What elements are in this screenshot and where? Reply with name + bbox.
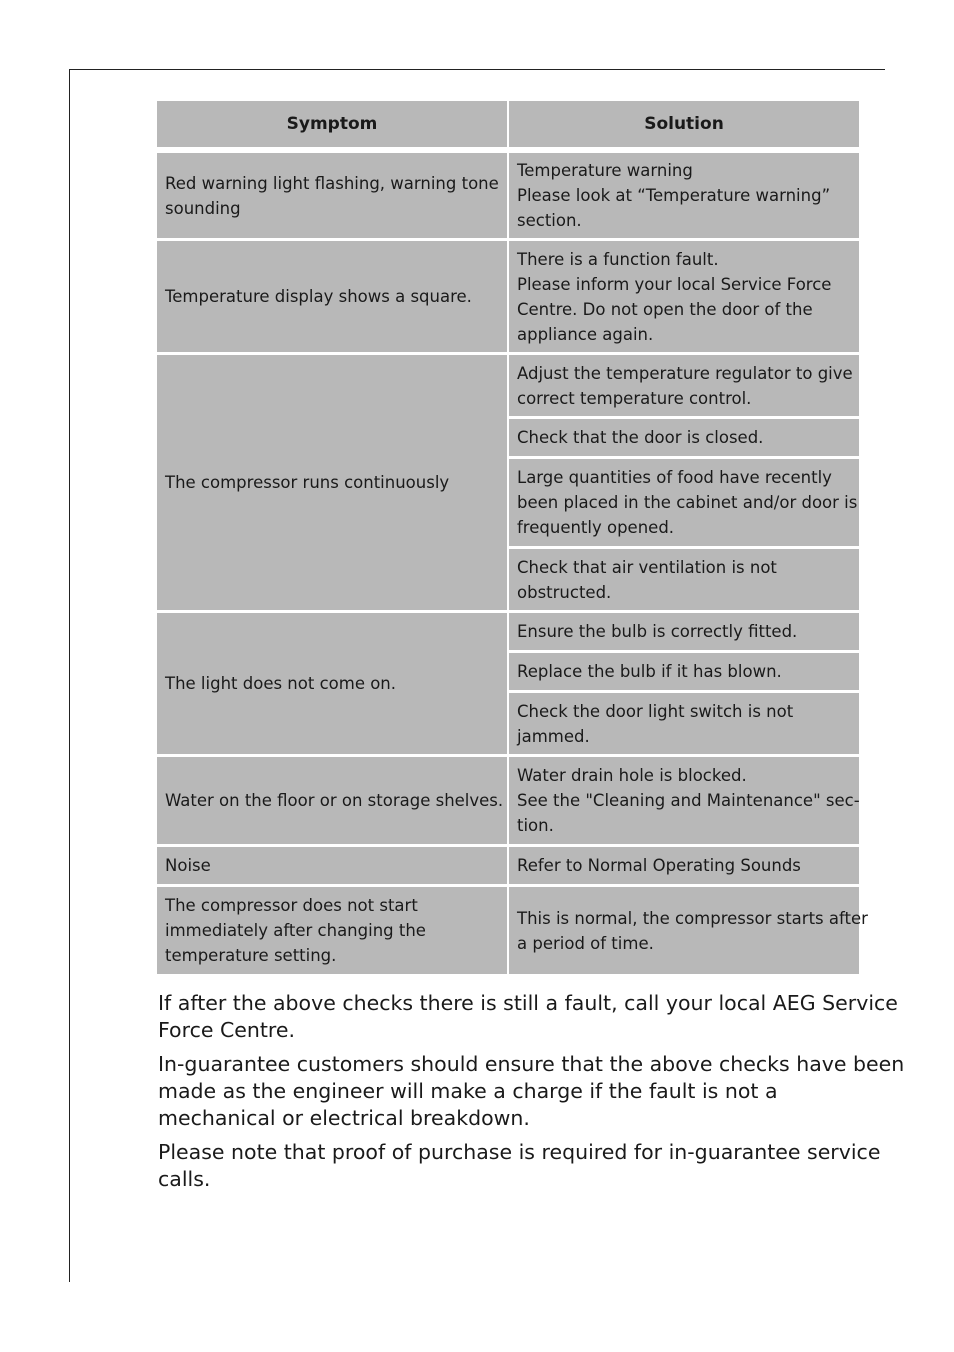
solution-line: frequently opened. <box>517 518 675 537</box>
solution-line: Refer to Normal Operating Sounds <box>517 856 801 875</box>
note-line: calls. <box>158 1167 211 1191</box>
top-rule <box>69 69 885 70</box>
solution-line: Large quantities of food have recently <box>517 468 832 487</box>
note-line: In-guarantee customers should ensure that the above checks have been <box>158 1052 905 1076</box>
solution-line: Centre. Do not open the door of the <box>517 299 813 319</box>
solution-column <box>509 613 859 754</box>
table-row <box>157 355 859 610</box>
symptom-cell <box>157 153 507 238</box>
solution-cell <box>509 653 859 690</box>
symptom-line: temperature setting. <box>165 946 337 965</box>
solution-cell <box>509 613 859 650</box>
symptom-cell <box>157 887 507 974</box>
symptom-text <box>165 171 499 221</box>
header-solution: Solution <box>509 101 859 147</box>
solution-column <box>509 355 859 610</box>
symptom-cell <box>157 241 507 352</box>
symptom-line: Temperature display shows a square. <box>165 287 472 306</box>
solution-column <box>509 847 859 884</box>
table-row <box>157 241 859 352</box>
solution-text <box>517 465 857 540</box>
header-symptom: Symptom <box>157 101 507 147</box>
note-line: If after the above checks there is still a fault, call your local AEG Service <box>158 991 898 1015</box>
solution-line: Replace the bulb if it has blown. <box>517 662 782 681</box>
solution-text <box>517 425 763 450</box>
solution-text <box>517 619 797 644</box>
solution-column <box>509 241 859 352</box>
solution-cell <box>509 419 859 456</box>
solution-line: See the "Cleaning and Maintenance" sec- <box>517 791 860 810</box>
symptom-text <box>165 853 211 878</box>
symptom-line: The compressor runs continuously <box>165 473 450 492</box>
table-row <box>157 153 859 238</box>
symptom-cell <box>157 847 507 884</box>
solution-line: appliance again. <box>517 324 654 344</box>
symptom-line: The compressor does not start <box>165 896 418 915</box>
solution-text <box>517 763 860 838</box>
solution-line: Check that the door is closed. <box>517 428 764 447</box>
symptom-cell <box>157 355 507 610</box>
note-line: mechanical or electrical breakdown. <box>158 1106 530 1130</box>
solution-cell <box>509 757 859 844</box>
symptom-line: Red warning light flashing, warning tone <box>165 173 499 193</box>
solution-text <box>517 906 868 956</box>
table-header-row <box>157 101 859 147</box>
symptom-line: Noise <box>165 856 211 875</box>
solution-text <box>517 699 793 749</box>
solution-line: section. <box>517 211 582 230</box>
symptom-text <box>165 788 503 813</box>
table-row <box>157 887 868 974</box>
solution-line: This is normal, the compressor starts after <box>517 908 868 928</box>
symptom-line: immediately after changing the <box>165 921 426 940</box>
solution-text <box>517 158 830 233</box>
solution-cell <box>509 887 868 974</box>
solution-line: There is a function fault. <box>517 249 719 269</box>
solution-line: Check the door light switch is not <box>517 701 794 721</box>
solution-cell <box>509 459 859 546</box>
symptom-cell <box>157 757 507 844</box>
symptom-text <box>165 470 449 495</box>
solution-line: obstructed. <box>517 582 612 602</box>
symptom-text <box>165 671 396 696</box>
solution-line: been placed in the cabinet and/or door is <box>517 493 858 512</box>
solution-text <box>517 853 801 878</box>
solution-line: a period of time. <box>517 933 654 953</box>
solution-line: Check that air ventilation is not <box>517 557 777 577</box>
left-rule <box>69 69 70 1282</box>
solution-line: Adjust the temperature regulator to give <box>517 363 853 383</box>
note-paragraph <box>158 990 898 1044</box>
solution-column <box>509 153 859 238</box>
symptom-text <box>165 893 426 968</box>
solution-text <box>517 555 777 605</box>
symptom-line: sounding <box>165 198 241 218</box>
solution-column <box>509 887 868 974</box>
solution-line: jammed. <box>517 726 590 746</box>
solution-line: Please inform your local Service Force <box>517 274 832 294</box>
symptom-text <box>165 284 472 309</box>
closing-notes <box>158 990 905 1200</box>
solution-line: Please look at “Temperature warning” <box>517 186 831 205</box>
solution-column <box>509 757 859 844</box>
solution-line: correct temperature control. <box>517 388 752 408</box>
symptom-cell <box>157 613 507 754</box>
troubleshooting-table <box>157 101 868 977</box>
note-line: Force Centre. <box>158 1018 296 1042</box>
solution-cell <box>509 847 859 884</box>
solution-text <box>517 247 831 347</box>
solution-cell <box>509 355 859 416</box>
table-row <box>157 757 859 844</box>
solution-line: Temperature warning <box>517 161 693 180</box>
note-paragraph <box>158 1051 905 1132</box>
note-line: made as the engineer will make a charge if the fault is not a <box>158 1079 778 1103</box>
solution-cell <box>509 549 859 610</box>
solution-text <box>517 361 853 411</box>
symptom-line: Water on the floor or on storage shelves. <box>165 791 504 810</box>
note-paragraph <box>158 1139 881 1193</box>
symptom-line: The light does not come on. <box>165 674 397 693</box>
solution-text <box>517 659 782 684</box>
table-row <box>157 613 859 754</box>
solution-cell <box>509 153 859 238</box>
table-row <box>157 847 859 884</box>
solution-cell <box>509 693 859 754</box>
table-body <box>157 153 868 974</box>
note-line: Please note that proof of purchase is required for in-guarantee service <box>158 1140 881 1164</box>
solution-line: Water drain hole is blocked. <box>517 766 747 785</box>
solution-line: Ensure the bulb is correctly fitted. <box>517 622 798 641</box>
solution-cell <box>509 241 859 352</box>
solution-line: tion. <box>517 816 554 835</box>
